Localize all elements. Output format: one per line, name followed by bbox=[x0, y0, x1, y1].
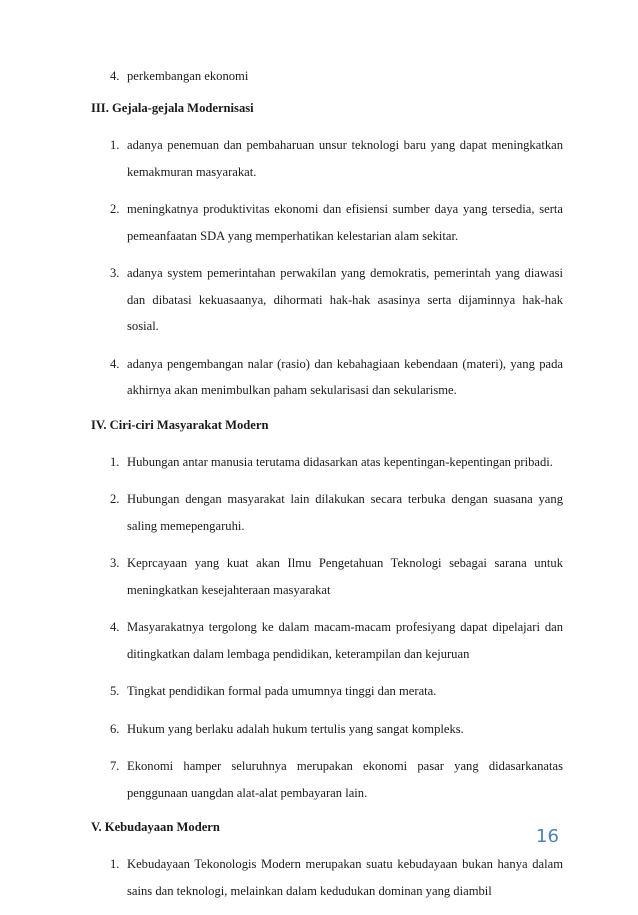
list-item-text: Ekonomi hamper seluruhnya merupakan ekonomi pasar yang didasarkanatas penggunaan uangdan alat-alat pembayaran lain. bbox=[127, 759, 563, 800]
list-item-text: perkembangan ekonomi bbox=[127, 69, 249, 83]
list-item-number: 7. bbox=[110, 759, 120, 773]
list-item bbox=[91, 449, 563, 476]
list-item-number: 1. bbox=[110, 138, 120, 152]
list-item-number: 2. bbox=[110, 492, 120, 506]
page-number: 16 bbox=[536, 826, 559, 847]
list-item-number: 1. bbox=[110, 857, 120, 871]
list-item bbox=[91, 678, 563, 705]
list-item-text: meningkatnya produktivitas ekonomi dan efisiensi sumber daya yang tersedia, serta pemeanfaatan SDA yang memperhatikan kelestarian alam sekitar. bbox=[127, 202, 563, 243]
list-item-number: 1. bbox=[110, 454, 120, 469]
list-item-number: 4. bbox=[110, 69, 120, 83]
list-item-text: Tingkat pendidikan formal pada umumnya tinggi dan merata. bbox=[127, 684, 437, 698]
section-gejala-modernisasi bbox=[91, 98, 563, 404]
list-item-text: adanya system pemerintahan perwakilan yang demokratis, pemerintah yang diawasi dan dibatasi kekuasaanya, dihormati hak-hak asasinya serta dijaminnya hak-hak sosial. bbox=[127, 266, 563, 333]
list-item-number: 4. bbox=[110, 356, 120, 371]
list-item-text: Masyarakatnya tergolong ke dalam macam-macam profesiyang dapat dipelajari dan ditingkatkan dalam lembaga pendidikan, keterampilan dan kejuruan bbox=[127, 620, 563, 661]
list-item bbox=[91, 716, 563, 743]
numbered-list bbox=[91, 449, 563, 807]
list-item bbox=[91, 550, 563, 603]
numbered-list bbox=[91, 132, 563, 404]
section-heading: V. Kebudayaan Modern bbox=[91, 820, 220, 834]
list-item bbox=[91, 66, 563, 86]
list-item-text: Kebudayaan Tekonologis Modern merupakan suatu kebudayaan bukan hanya dalam sains dan teknologi, melainkan dalam kedudukan dominan yang diambil bbox=[127, 857, 563, 898]
list-item-number: 3. bbox=[110, 556, 120, 570]
list-item bbox=[91, 196, 563, 249]
list-item-text: Hukum yang berlaku adalah hukum tertulis yang sangat kompleks. bbox=[127, 721, 464, 736]
list-item-number: 2. bbox=[110, 202, 120, 216]
section-ciri-masyarakat-modern bbox=[91, 415, 563, 807]
list-item-number: 6. bbox=[110, 721, 120, 736]
list-item-text: Hubungan antar manusia terutama didasarkan atas kepentingan-kepentingan pribadi. bbox=[127, 454, 553, 469]
list-item bbox=[91, 614, 563, 667]
list-item bbox=[91, 486, 563, 539]
list-item-text: Keprcayaan yang kuat akan Ilmu Pengetahuan Teknologi sebagai sarana untuk meningkatkan kesejahteraan masyarakat bbox=[127, 556, 563, 597]
list-item-text: Hubungan dengan masyarakat lain dilakukan secara terbuka dengan suasana yang saling memepengaruhi. bbox=[127, 492, 563, 533]
list-item bbox=[91, 132, 563, 185]
list-item bbox=[91, 753, 563, 806]
list-item-number: 5. bbox=[110, 684, 120, 698]
list-item-text: adanya pengembangan nalar (rasio) dan kebahagiaan kebendaan (materi), yang pada akhirnya akan menimbulkan paham sekularisasi dan sekularisme. bbox=[127, 356, 563, 397]
list-item-number: 4. bbox=[110, 620, 120, 634]
section-heading: IV. Ciri-ciri Masyarakat Modern bbox=[91, 417, 269, 432]
section-kebudayaan-modern bbox=[91, 817, 563, 904]
section-heading: III. Gejala-gejala Modernisasi bbox=[91, 101, 254, 115]
list-item-number: 3. bbox=[110, 266, 120, 280]
list-item-text: adanya penemuan dan pembaharuan unsur teknologi baru yang dapat meningkatkan kemakmuran masyarakat. bbox=[127, 138, 563, 179]
list-item bbox=[91, 351, 563, 404]
list-item bbox=[91, 851, 563, 904]
list-item bbox=[91, 260, 563, 340]
page-content bbox=[91, 66, 563, 915]
numbered-list bbox=[91, 851, 563, 904]
